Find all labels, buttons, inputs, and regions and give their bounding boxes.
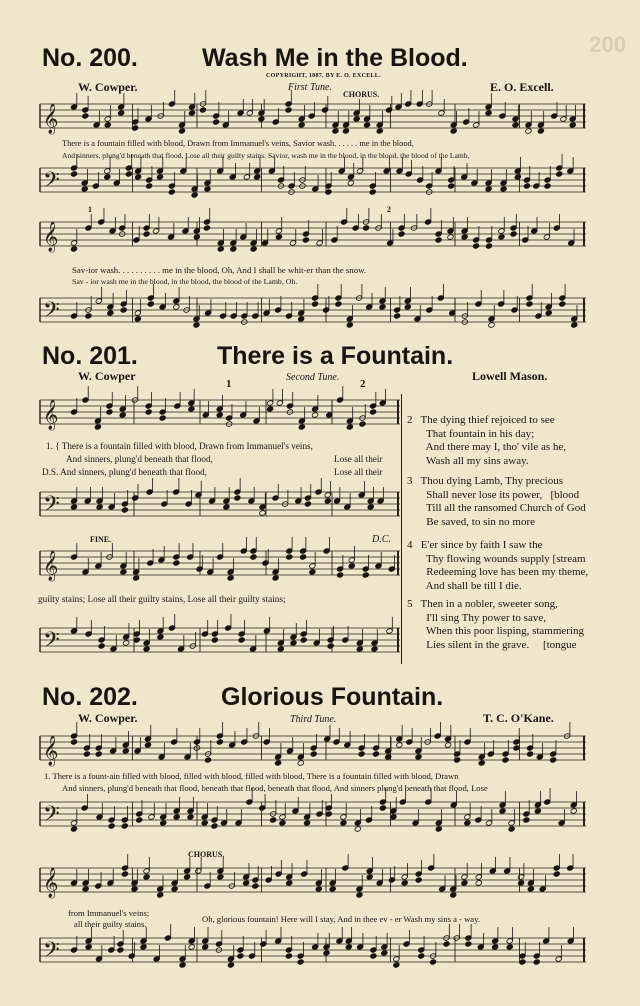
note-head (267, 406, 274, 412)
note-head (347, 180, 354, 186)
hymn-201-title: There is a Fountain. (217, 342, 454, 370)
hymn-202-composer: T. C. O'Kane. (483, 711, 554, 725)
note-head (534, 808, 541, 814)
note-head (309, 569, 316, 575)
note-head (243, 880, 250, 886)
hymn-201-lyric-line-4: guilty stains; Lose all their guilty stains, Lose all their guilty stains; (38, 594, 286, 604)
note-head (369, 189, 376, 195)
note-head (217, 874, 224, 880)
note-head (323, 950, 330, 956)
note-head (358, 751, 365, 757)
hymn-201-system-2-bass (40, 622, 400, 662)
note-head (329, 886, 336, 892)
note-head (121, 507, 128, 513)
hymn-202-title: Glorious Fountain. (221, 683, 444, 711)
note-head (140, 944, 147, 950)
note-head (94, 424, 101, 430)
note-head (332, 128, 339, 134)
note-head (354, 826, 361, 832)
note-head (230, 246, 237, 252)
note-head (570, 808, 577, 814)
note-head (187, 814, 194, 820)
hymn-201-lyric-line-1: 1. { There is a fountain filled with blood, Drawn from Immanuel's veins, (46, 441, 313, 451)
note-head (376, 128, 383, 134)
note-head (404, 304, 411, 310)
note-head (362, 572, 369, 578)
hymn-201-verse-4: 4 E'er since by faith I saw the Thy flowing wounds supply [stream Redeeming love has been my theme, And shall be till I die. (407, 539, 589, 592)
hymn-200-ending-2: 2 (387, 205, 391, 214)
note-head (285, 107, 292, 113)
hymn-202-system-1-treble (40, 730, 586, 770)
note-head (275, 234, 282, 240)
note-head (478, 760, 485, 766)
hymn-202-lyric-line-2: And sinners, plung'd beneath that flood, beneath that flood, beneath that flood, And sinners plung'd beneath that flood, Lose (62, 783, 488, 793)
note-head (346, 322, 353, 328)
note-head (526, 301, 533, 307)
note-head (202, 944, 209, 950)
note-head (304, 820, 311, 826)
note-head (499, 808, 506, 814)
note-head (258, 116, 265, 122)
note-head (188, 944, 195, 950)
note-head (70, 171, 77, 177)
note-head (143, 874, 150, 880)
note-head (298, 122, 305, 128)
clef-icon: 𝄞 (43, 868, 59, 898)
hymn-200-ending-1: 1 (88, 205, 92, 214)
note-head (254, 174, 261, 180)
note-head (510, 231, 517, 237)
note-head (429, 959, 436, 965)
hymn-201-lyric-line-3: D.S. And sinners, plung'd beneath that flood, (42, 467, 207, 477)
note-head (85, 944, 92, 950)
note-head (506, 944, 513, 950)
note-head (523, 183, 530, 189)
note-head (173, 304, 180, 310)
note-head (238, 637, 245, 643)
hymn-202-number: No. 202. (42, 683, 138, 711)
clef-icon: 𝄢 (43, 168, 60, 198)
note-head (370, 953, 377, 959)
note-head (286, 880, 293, 886)
hymn-202-lyric-line-3b: all their guilty stains. (74, 919, 147, 929)
note-head (310, 751, 317, 757)
note-head (300, 637, 307, 643)
note-head (133, 575, 140, 581)
page-number: 200 (589, 32, 626, 57)
note-head (120, 307, 127, 313)
note-head (336, 572, 343, 578)
note-head (82, 886, 89, 892)
note-head (396, 742, 403, 748)
note-head (212, 119, 219, 125)
hymn-201-system-1-bass (40, 486, 400, 526)
note-head (193, 234, 200, 240)
note-head (443, 941, 450, 947)
note-head (324, 498, 331, 504)
clef-icon: 𝄞 (43, 551, 59, 581)
note-head (356, 892, 363, 898)
note-head (173, 814, 180, 820)
hymn-200-lyric-line-2: And sinners, plung'd beneath that flood, Lose all their guilty stains. Savior, wash me in the blood, in the blood, the blood of the Lamb, (62, 151, 470, 160)
note-head (448, 183, 455, 189)
note-head (508, 826, 515, 832)
note-head (277, 646, 284, 652)
note-head (70, 246, 77, 252)
note-head (447, 234, 454, 240)
note-head (121, 823, 128, 829)
note-head (342, 128, 349, 134)
note-head (401, 880, 408, 886)
note-head (96, 504, 103, 510)
hymn-200-composer: E. O. Excell. (490, 80, 554, 94)
note-head (527, 886, 534, 892)
note-head (356, 646, 363, 652)
note-head (117, 947, 124, 953)
hymn-200-copyright: COPYRIGHT, 1887, BY E. O. EXCELL. (266, 73, 381, 79)
hymn-202-tune: Third Tune. (290, 714, 337, 725)
note-head (193, 322, 200, 328)
verse-divider (401, 394, 402, 664)
note-head (259, 510, 266, 516)
hymn-202-lyric-line-1: 1. There is a fount-ain filled with blood, filled with blood, filled with blood, There is a fountain filled with blood, Drawn (44, 771, 459, 781)
note-head (211, 823, 218, 829)
note-head (156, 174, 163, 180)
hymn-201-ending-1: 1 (226, 378, 232, 390)
note-head (569, 122, 576, 128)
note-head (335, 301, 342, 307)
hymn-201-composer: Lowell Mason. (472, 369, 548, 383)
note-head (485, 186, 492, 192)
note-head (512, 122, 519, 128)
note-head (302, 237, 309, 243)
note-head (270, 817, 277, 823)
note-head (381, 950, 388, 956)
note-head (488, 322, 495, 328)
note-head (492, 944, 499, 950)
hymn-201-author: W. Cowper (78, 369, 136, 383)
hymn-200-lyric-line-4: Sav - ior wash me in the blood, in the blood, the blood of the Lamb, Oh. (72, 277, 298, 286)
note-head (250, 246, 257, 252)
hymn-200-system-2-treble (40, 216, 586, 256)
note-head (348, 563, 355, 569)
note-head (98, 643, 105, 649)
hymn-202-lyric-line-3c: Oh, glorious fountain! Here will I stay, And in thee ev - er Wash my sins a - way. (202, 914, 480, 924)
note-head (143, 231, 150, 237)
note-head (104, 122, 111, 128)
hymn-201-ending-2: 2 (360, 378, 366, 390)
note-head (234, 495, 241, 501)
note-head (523, 817, 530, 823)
hymn-201-system-2-treble (40, 545, 400, 585)
note-head (188, 406, 195, 412)
note-head (298, 424, 305, 430)
note-head (518, 880, 525, 886)
note-head (204, 186, 211, 192)
note-head (435, 826, 442, 832)
note-head (502, 757, 509, 763)
note-head (191, 192, 198, 198)
note-head (216, 412, 223, 418)
note-head (279, 820, 286, 826)
note-head (125, 171, 132, 177)
hymn-201-fine-label: FINE. (90, 535, 112, 544)
note-head (559, 301, 566, 307)
note-head (157, 892, 164, 898)
clef-icon: 𝄞 (43, 104, 59, 134)
note-head (359, 421, 366, 427)
note-head (514, 174, 521, 180)
note-head (70, 504, 77, 510)
note-head (367, 504, 374, 510)
hymn-202-system-2-bass (40, 932, 586, 972)
note-head (83, 751, 90, 757)
note-head (135, 174, 142, 180)
note-head (513, 745, 520, 751)
hymn-200-system-2-bass (40, 292, 586, 332)
note-head (123, 640, 130, 646)
note-head (203, 225, 210, 231)
note-head (120, 569, 127, 575)
note-head (450, 128, 457, 134)
note-head (550, 757, 557, 763)
note-head (485, 243, 492, 249)
note-head (353, 116, 360, 122)
note-head (82, 113, 89, 119)
note-head (178, 128, 185, 134)
hymn-201-dc-label: D.C. (372, 534, 391, 545)
note-head (70, 826, 77, 832)
note-head (369, 409, 376, 415)
note-head (237, 953, 244, 959)
clef-icon: 𝄢 (43, 628, 60, 658)
note-head (398, 231, 405, 237)
note-head (464, 820, 471, 826)
note-head (461, 234, 468, 240)
note-head (146, 183, 153, 189)
note-head (136, 817, 143, 823)
note-head (340, 820, 347, 826)
note-head (450, 892, 457, 898)
note-head (526, 751, 533, 757)
hymn-200-author: W. Cowper. (78, 80, 138, 94)
note-head (272, 575, 279, 581)
note-head (299, 554, 306, 560)
hymn-201-verse-5: 5 Then in a nobler, sweeter song, I'll sing Thy power to save, When this poor lisping, stammering Lies silent in the grave. [tongue (407, 598, 585, 651)
note-head (227, 575, 234, 581)
note-head (250, 554, 257, 560)
note-head (311, 301, 318, 307)
hymn-200-tune: First Tune. (288, 82, 332, 93)
hymn-201-lyric-line-2b: Lose all their (334, 454, 383, 464)
note-head (108, 823, 115, 829)
note-head (498, 234, 505, 240)
note-head (143, 646, 150, 652)
note-head (475, 880, 482, 886)
note-head (81, 186, 88, 192)
note-head (394, 313, 401, 319)
note-head (285, 953, 292, 959)
note-head (298, 316, 305, 322)
note-head (472, 243, 479, 249)
note-head (418, 953, 425, 959)
note-head (85, 313, 92, 319)
note-head (107, 310, 114, 316)
note-head (393, 962, 400, 968)
clef-icon: 𝄞 (43, 222, 59, 252)
clef-icon: 𝄞 (43, 400, 59, 430)
note-head (379, 805, 386, 811)
hymn-200-system-1-treble (40, 98, 586, 138)
hymn-201-lyric-line-3b: Lose all their (334, 467, 383, 477)
note-head (297, 760, 304, 766)
clef-icon: 𝄢 (43, 938, 60, 968)
note-head (211, 637, 218, 643)
note-head (147, 301, 154, 307)
hymn-202-lyric-line-3a: from Immanuel's veins; (68, 908, 150, 918)
hymn-201-number: No. 201. (42, 342, 138, 370)
note-head (173, 560, 180, 566)
clef-icon: 𝄢 (43, 298, 60, 328)
hymn-201-verse-3: 3 Thou dying Lamb, Thy precious Shall never lose its power, [blood Till all the ransomed Church of God Be saved, to sin no more (407, 475, 586, 528)
hymn-201-lyric-line-2: And sinners, plung'd beneath that flood, (66, 454, 213, 464)
hymn-200-system-1-bass (40, 162, 586, 202)
note-head (216, 739, 223, 745)
note-head (537, 128, 544, 134)
hymn-200-chorus-label: CHORUS. (343, 90, 380, 99)
note-head (485, 110, 492, 116)
hymn-200-number: No. 200. (42, 44, 138, 72)
note-head (252, 883, 259, 889)
note-head (533, 959, 540, 965)
note-head (286, 554, 293, 560)
note-head (157, 634, 164, 640)
hymn-200-lyric-line-1: There is a fountain filled with blood, Drawn from Immanuel's veins, Savior wash. . . . . . me in the blood, (62, 139, 414, 148)
note-head (95, 751, 102, 757)
clef-icon: 𝄢 (43, 802, 60, 832)
note-head (171, 886, 178, 892)
note-head (199, 107, 206, 113)
hymn-201-tune: Second Tune. (286, 372, 340, 383)
note-head (119, 412, 126, 418)
note-head (104, 174, 111, 180)
note-head (188, 110, 195, 116)
hymn-202-author: W. Cowper. (78, 711, 138, 725)
note-head (465, 941, 472, 947)
note-head (363, 122, 370, 128)
note-head (556, 171, 563, 177)
note-head (415, 754, 422, 760)
note-head (118, 110, 125, 116)
clef-icon: 𝄞 (43, 736, 59, 766)
note-head (223, 504, 230, 510)
note-head (372, 751, 379, 757)
hymn-202-system-1-bass (40, 796, 586, 836)
note-head (345, 944, 352, 950)
note-head (461, 880, 468, 886)
note-head (227, 962, 234, 968)
note-head (275, 760, 282, 766)
note-head (121, 871, 128, 877)
note-head (304, 501, 311, 507)
note-head (297, 959, 304, 965)
note-head (327, 643, 334, 649)
note-head (366, 874, 373, 880)
note-head (371, 646, 378, 652)
note-head (184, 874, 191, 880)
note-head (571, 322, 578, 328)
note-head (444, 742, 451, 748)
note-head (70, 739, 77, 745)
note-head (290, 640, 297, 646)
note-head (145, 409, 152, 415)
note-head (122, 748, 129, 754)
note-head (346, 424, 353, 430)
note-head (363, 225, 370, 231)
note-head (201, 820, 208, 826)
note-head (545, 310, 552, 316)
note-head (415, 877, 422, 883)
note-head (106, 409, 113, 415)
note-head (435, 237, 442, 243)
clef-icon: 𝄢 (43, 492, 60, 522)
hymn-202-system-2-treble (40, 862, 586, 902)
note-head (179, 962, 186, 968)
note-head (379, 304, 386, 310)
note-head (204, 757, 211, 763)
note-head (525, 128, 532, 134)
hymn-201-verse-2: 2 The dying thief rejoiced to see That fountain in his day; And there may I, tho' vile as he, Wash all my sins away. (407, 414, 567, 467)
note-head (315, 886, 322, 892)
hymn-201-system-1-treble (40, 394, 400, 434)
note-head (168, 189, 175, 195)
note-head (160, 820, 167, 826)
note-head (544, 183, 551, 189)
note-head (553, 871, 560, 877)
note-head (159, 415, 166, 421)
hymn-202-chorus-label: CHORUS. (188, 850, 225, 859)
note-head (144, 742, 151, 748)
hymn-200-lyric-line-3: Sav-ior wash. . . . . . . . . . me in the blood, Oh, And I shall be whit-er than the snow. (72, 265, 367, 275)
note-head (500, 186, 507, 192)
note-head (217, 246, 224, 252)
note-head (311, 412, 318, 418)
hymn-200-title: Wash Me in the Blood. (202, 44, 468, 72)
note-head (134, 316, 141, 322)
